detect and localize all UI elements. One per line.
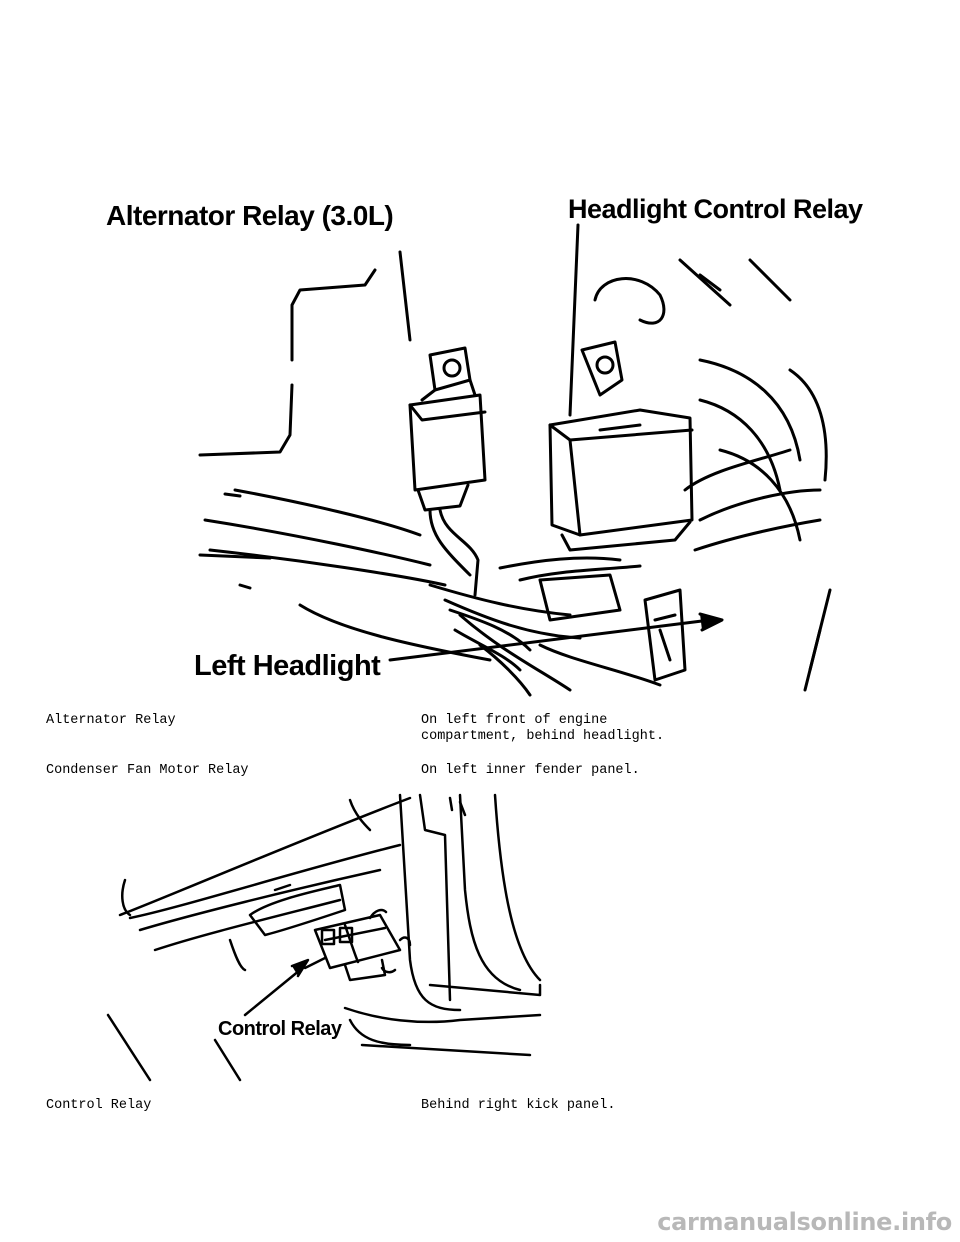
relay-row-alternator bbox=[46, 713, 665, 761]
label-alternator-relay-3-0l: Alternator Relay (3.0L) bbox=[106, 200, 394, 231]
label-control-relay: Control Relay bbox=[218, 1018, 342, 1040]
site-watermark: carmanualsonline.info bbox=[657, 1208, 952, 1236]
component-name: Condenser Fan Motor Relay bbox=[46, 763, 249, 778]
kick-panel-illustration bbox=[100, 790, 560, 1090]
relay-row-condenser-fan-motor bbox=[46, 763, 640, 811]
component-name: Control Relay bbox=[46, 1098, 152, 1113]
figure-control-relay bbox=[100, 790, 560, 1090]
component-location: On left front of engine compartment, behind headlight. bbox=[421, 713, 665, 744]
label-left-headlight: Left Headlight bbox=[194, 650, 381, 682]
component-location: On left inner fender panel. bbox=[421, 763, 640, 778]
component-location: Behind right kick panel. bbox=[421, 1098, 616, 1113]
component-name: Alternator Relay bbox=[46, 713, 176, 728]
engine-compartment-illustration bbox=[100, 190, 900, 710]
relay-row-control bbox=[46, 1098, 616, 1146]
figure-alternator-headlight-relays bbox=[100, 190, 900, 710]
label-headlight-control-relay: Headlight Control Relay bbox=[568, 194, 863, 224]
